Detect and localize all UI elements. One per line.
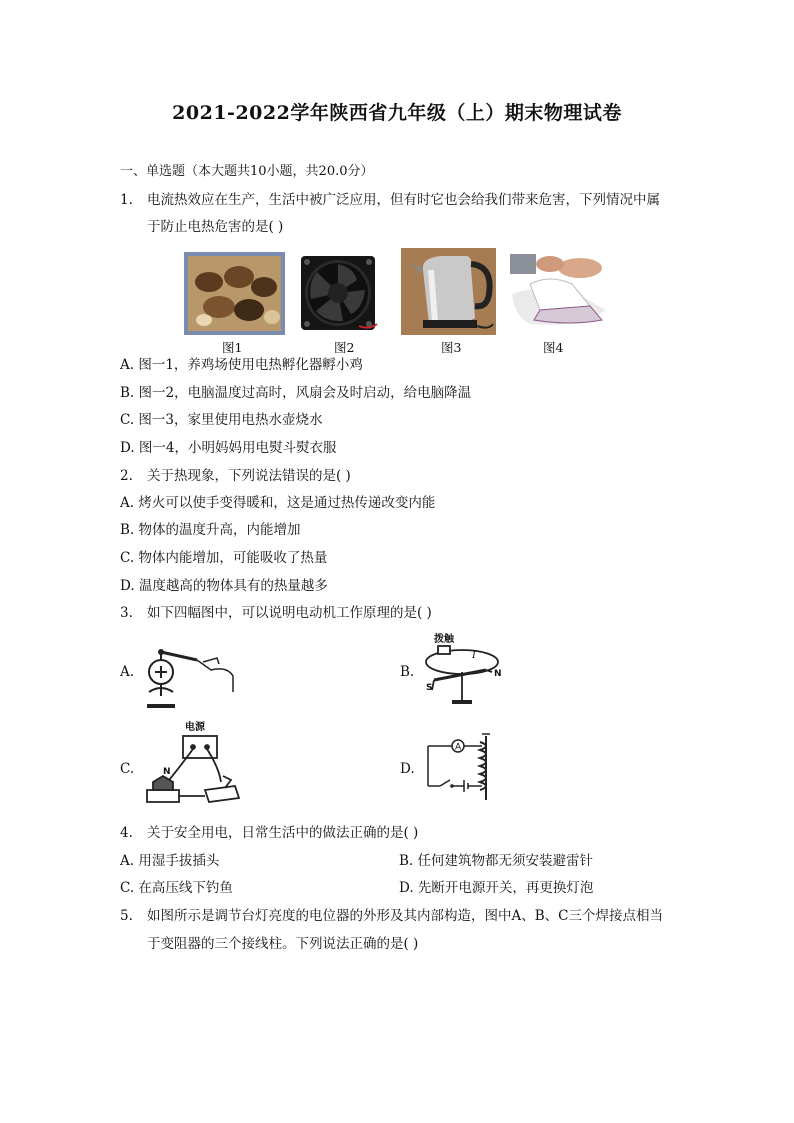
computer-fan-photo [299,254,381,336]
q3-b-north-label: N [494,669,502,679]
q3-c-power-label: 电源 [185,722,205,733]
q3-b-current-label: I [472,650,476,661]
q4-option-c: C. 在高压线下钓鱼 [120,880,233,896]
q2-option-d: D. 温度越高的物体具有的热量越多 [120,578,328,594]
q2-stem-text: 关于热现象，下列说法错误的是( ) [147,468,351,484]
q5-number: 5. [120,908,133,924]
q3-figure-c [139,718,249,810]
q3-b-south-label: S [426,683,433,693]
q1-stem-line2: 于防止电热危害的是( ) [147,219,284,235]
chick-incubator-photo [184,252,285,335]
q1-option-c: C. 图一3，家里使用电热水壶烧水 [120,412,323,428]
q1-option-a: A. 图一1，养鸡场使用电热孵化器孵小鸡 [120,357,363,373]
fig1-caption: 图1 [222,340,243,355]
q3-d-ammeter-label: A [455,742,462,753]
q1-stem-line1 [120,191,660,209]
q4-option-d: D. 先断开电源开关，再更换灯泡 [399,880,594,896]
fig2-caption: 图2 [334,340,355,355]
q4-option-b: B. 任何建筑物都无须安装避雷针 [399,853,594,869]
q4-stem-text: 关于安全用电，日常生活中的做法正确的是( ) [147,825,419,841]
q1-number: 1. [120,192,133,208]
fig3-caption: 图3 [441,340,462,355]
q3-figure-d [420,730,500,804]
q4-stem [120,824,418,842]
q3-number: 3. [120,605,133,621]
q5-stem-text: 如图所示是调节台灯亮度的电位器的外形及其内部构造，图中A、B、C三个焊接点相当 [147,908,663,924]
q3-figure-b [420,632,510,712]
q3-c-north-label: N [163,767,171,777]
q1-option-b: B. 图一2，电脑温度过高时，风扇会及时启动，给电脑降温 [120,385,472,401]
q1-option-d: D. 图一4，小明妈妈用电熨斗熨衣服 [120,440,337,456]
q1-stem-text: 电流热效应在生产，生活中被广泛应用，但有时它也会给我们带来危害，下列情况中属 [147,192,660,208]
q3-label-a: A. [120,664,135,680]
q2-option-a: A. 烤火可以使手变得暖和，这是通过热传递改变内能 [120,495,436,511]
page-title: 2021-2022学年陕西省九年级（上）期末物理试卷 [172,102,622,124]
q3-stem-text: 如下四幅图中，可以说明电动机工作原理的是( ) [147,605,432,621]
q4-option-a: A. 用湿手拔插头 [120,853,220,869]
q2-option-c: C. 物体内能增加，可能吸收了热量 [120,550,328,566]
q2-option-b: B. 物体的温度升高，内能增加 [120,522,301,538]
q3-label-c: C. [120,761,135,777]
q5-stem-line2: 于变阻器的三个接线柱。下列说法正确的是( ) [147,936,419,952]
section-heading: 一、单选题（本大题共10小题，共20.0分） [120,164,374,179]
q3-b-bochu-label: 拨触 [434,634,454,645]
q3-label-b: B. [400,664,415,680]
q3-stem [120,604,432,622]
electric-kettle-photo [401,248,496,335]
q2-stem [120,467,351,485]
fig4-caption: 图4 [543,340,564,355]
q4-number: 4. [120,825,133,841]
ironing-photo [510,254,610,332]
q3-label-d: D. [400,761,415,777]
q2-number: 2. [120,468,133,484]
q3-figure-a [139,632,239,710]
q5-stem-line1 [120,907,663,925]
